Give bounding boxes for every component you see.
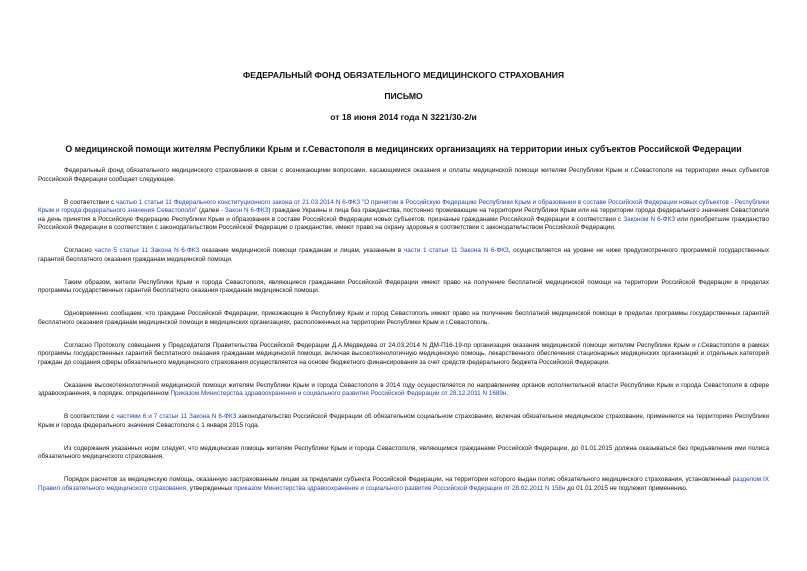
paragraph-1: Федеральный фонд обязательного медицинского страхования в связи с возникающими вопросами, касающимися оказания и оплаты медицинской помощи жителям Республики Крым и г.Севастополя на территории иных субъектов Российской Федерации сообщает следующее. [38, 167, 769, 183]
link-fkz-article-11-part-1[interactable]: частью 1 статьи 11 Федерального конституционного закона от 21.03.2014 N 6-ФКЗ "О принятии в Российскую Федерацию Республики Крым и образовании в составе Российской Федерации новых субъектов - Республики Крым и города федерального значения Севастополя" [38, 198, 769, 214]
document-date-number: от 18 июня 2014 года N 3221/30-2/и [330, 112, 477, 122]
link-law-6-fkz[interactable]: Закон N 6-ФКЗ [224, 207, 269, 214]
link-law-6-fkz-2[interactable]: Законом N 6-ФКЗ [623, 215, 676, 223]
link-order-1689n[interactable]: Приказом Министерства здравоохранения и социального развития Российской Федерации от 28.12.2011 N 1689н [170, 390, 507, 397]
document-subject: О медицинской помощи жителям Республики Крым и г.Севастополя в медицинских организациях на территории иных субъектов Российской Федерации [65, 144, 742, 154]
document-type: ПИСЬМО [384, 91, 423, 101]
paragraph-4: Таким образом, жители Республики Крым и города Севастополя, являющиеся гражданами Российской Федерации имеют право на получение бесплатной медицинской помощи на территории Российской Федерации в пределах программы государственных гарантий бесплатного оказания гражданам медицинской помощи. [38, 278, 769, 294]
paragraph-10: Порядок расчетов за медицинскую помощь, оказанную застрахованным лицам за пределами субъекта Российской Федерации, на территории которого выдан полис обязательного медицинского страхования, установленный разделом IX Правил обязательного медицинского страхования, утвержденных приказом Министерства здравоохранения и социального развития Российской Федерации от 28.02.2011 N 158н до 01.01.2015 не подлежит применению. [38, 476, 769, 492]
link-article-11-part-5[interactable]: части 5 статьи 11 Закона N 6-ФКЗ [94, 247, 200, 254]
paragraph-7: Оказание высокотехнологичной медицинской помощи жителям Республики Крым и города Севастополя в 2014 году осуществляется по направлениям органов исполнительной власти Республики Крым и города Севастополя в сфере здравоохранения, в порядке, определенном Приказом Министерства здравоохранения и социального развития Российской Федерации от 28.12.2011 N 1689н. [38, 381, 769, 397]
link-article-11-parts-6-7[interactable]: частями 6 и 7 статьи 11 Закона N 6-ФКЗ [116, 413, 237, 420]
link-article-11-part-1[interactable]: части 1 статьи 11 Закона N 6-ФКЗ [403, 247, 509, 254]
organization-title: ФЕДЕРАЛЬНЫЙ ФОНД ОБЯЗАТЕЛЬНОГО МЕДИЦИНСКОГО СТРАХОВАНИЯ [242, 70, 565, 80]
link-section-ix-rules[interactable]: разделом IX Правил обязательного медицинского страхования [38, 476, 769, 492]
paragraph-2: В соответствии с частью 1 статьи 11 Федерального конституционного закона от 21.03.2014 N 6-ФКЗ "О принятии в Российскую Федерацию Республики Крым и образовании в составе Российской Федерации новых субъектов - Республики Крым и города федерального значения Севастополя" (далее - Закон N 6-ФКЗ) граждане Украины и лица без гражданства, постоянно проживающие на территории Республики Крым или на территории города федерального значения Севастополя на день принятия в Российскую Федерацию Республики Крым и образования в составе Российской Федерации новых субъектов, признаные гражданами Российской Федерации в соответствии с Законом N 6-ФКЗ или приобретшие гражданство Российской Федерации в соответствии с законодательством Российской Федерации о гражданстве, имеют право на охрану здоровья в соответствии с законодательством Российской Федерации. [38, 198, 769, 231]
link-order-158n[interactable]: приказом Министерства здравоохранения и социального развития Российской Федерации от 28.02.2011 N 158н [234, 484, 566, 492]
paragraph-5: Одновременно сообщаем, что граждане Российской Федерации, приезжающие в Республику Крым и город Севастополь имеют право на получение бесплатной медицинской помощи в пределах программы государственных гарантий бесплатного оказания гражданам медицинской помощи в медицинских организациях, расположенных на территории Республики Крым и г.Севастополь. [38, 310, 769, 326]
paragraph-9: Из содержания указанных норм следует, что медицинская помощь жителям Республики Крым и города Севастополя, являющимся гражданами Российской Федерации, до 01.01.2015 должна оказываться без предъявления ими полиса обязательного медицинского страхования. [38, 444, 769, 460]
paragraph-3: Согласно части 5 статьи 11 Закона N 6-ФКЗ оказание медицинской помощи гражданам и лицам, указанным в части 1 статьи 11 Закона N 6-ФКЗ, осуществляется на уровне не ниже предусмотренного программой государственных гарантий бесплатного оказания гражданам медицинской помощи. [38, 247, 769, 263]
paragraph-8: В соответствии с частями 6 и 7 статьи 11 Закона N 6-ФКЗ законодательство Российской Федерации об обязательном социальном страховании, включая обязательное медицинское страхование, применяется на территориях Республики Крым и города федерального значения Севастополя с 1 января 2015 года. [38, 413, 769, 429]
paragraph-6: Согласно Протоколу совещания у Председателя Правительства Российской Федерации Д.А.Медведева от 24.03.2014 N ДМ-П16-19-пр организация оказания медицинской помощи жителям Республики Крым и г.Севастополя в рамках программы государственных гарантий бесплатного оказания гражданам медицинской помощи, включая высокотехнологичную медицинскую помощь, лекарственного обеспечения стационарных медицинских организаций и отдельных категорий граждан до создания сферы обязательного медицинского страхования осуществляется на основе бюджетного финансирования за счет средств федерального бюджета Российской Федерации. [38, 341, 769, 366]
document-body [38, 167, 769, 508]
